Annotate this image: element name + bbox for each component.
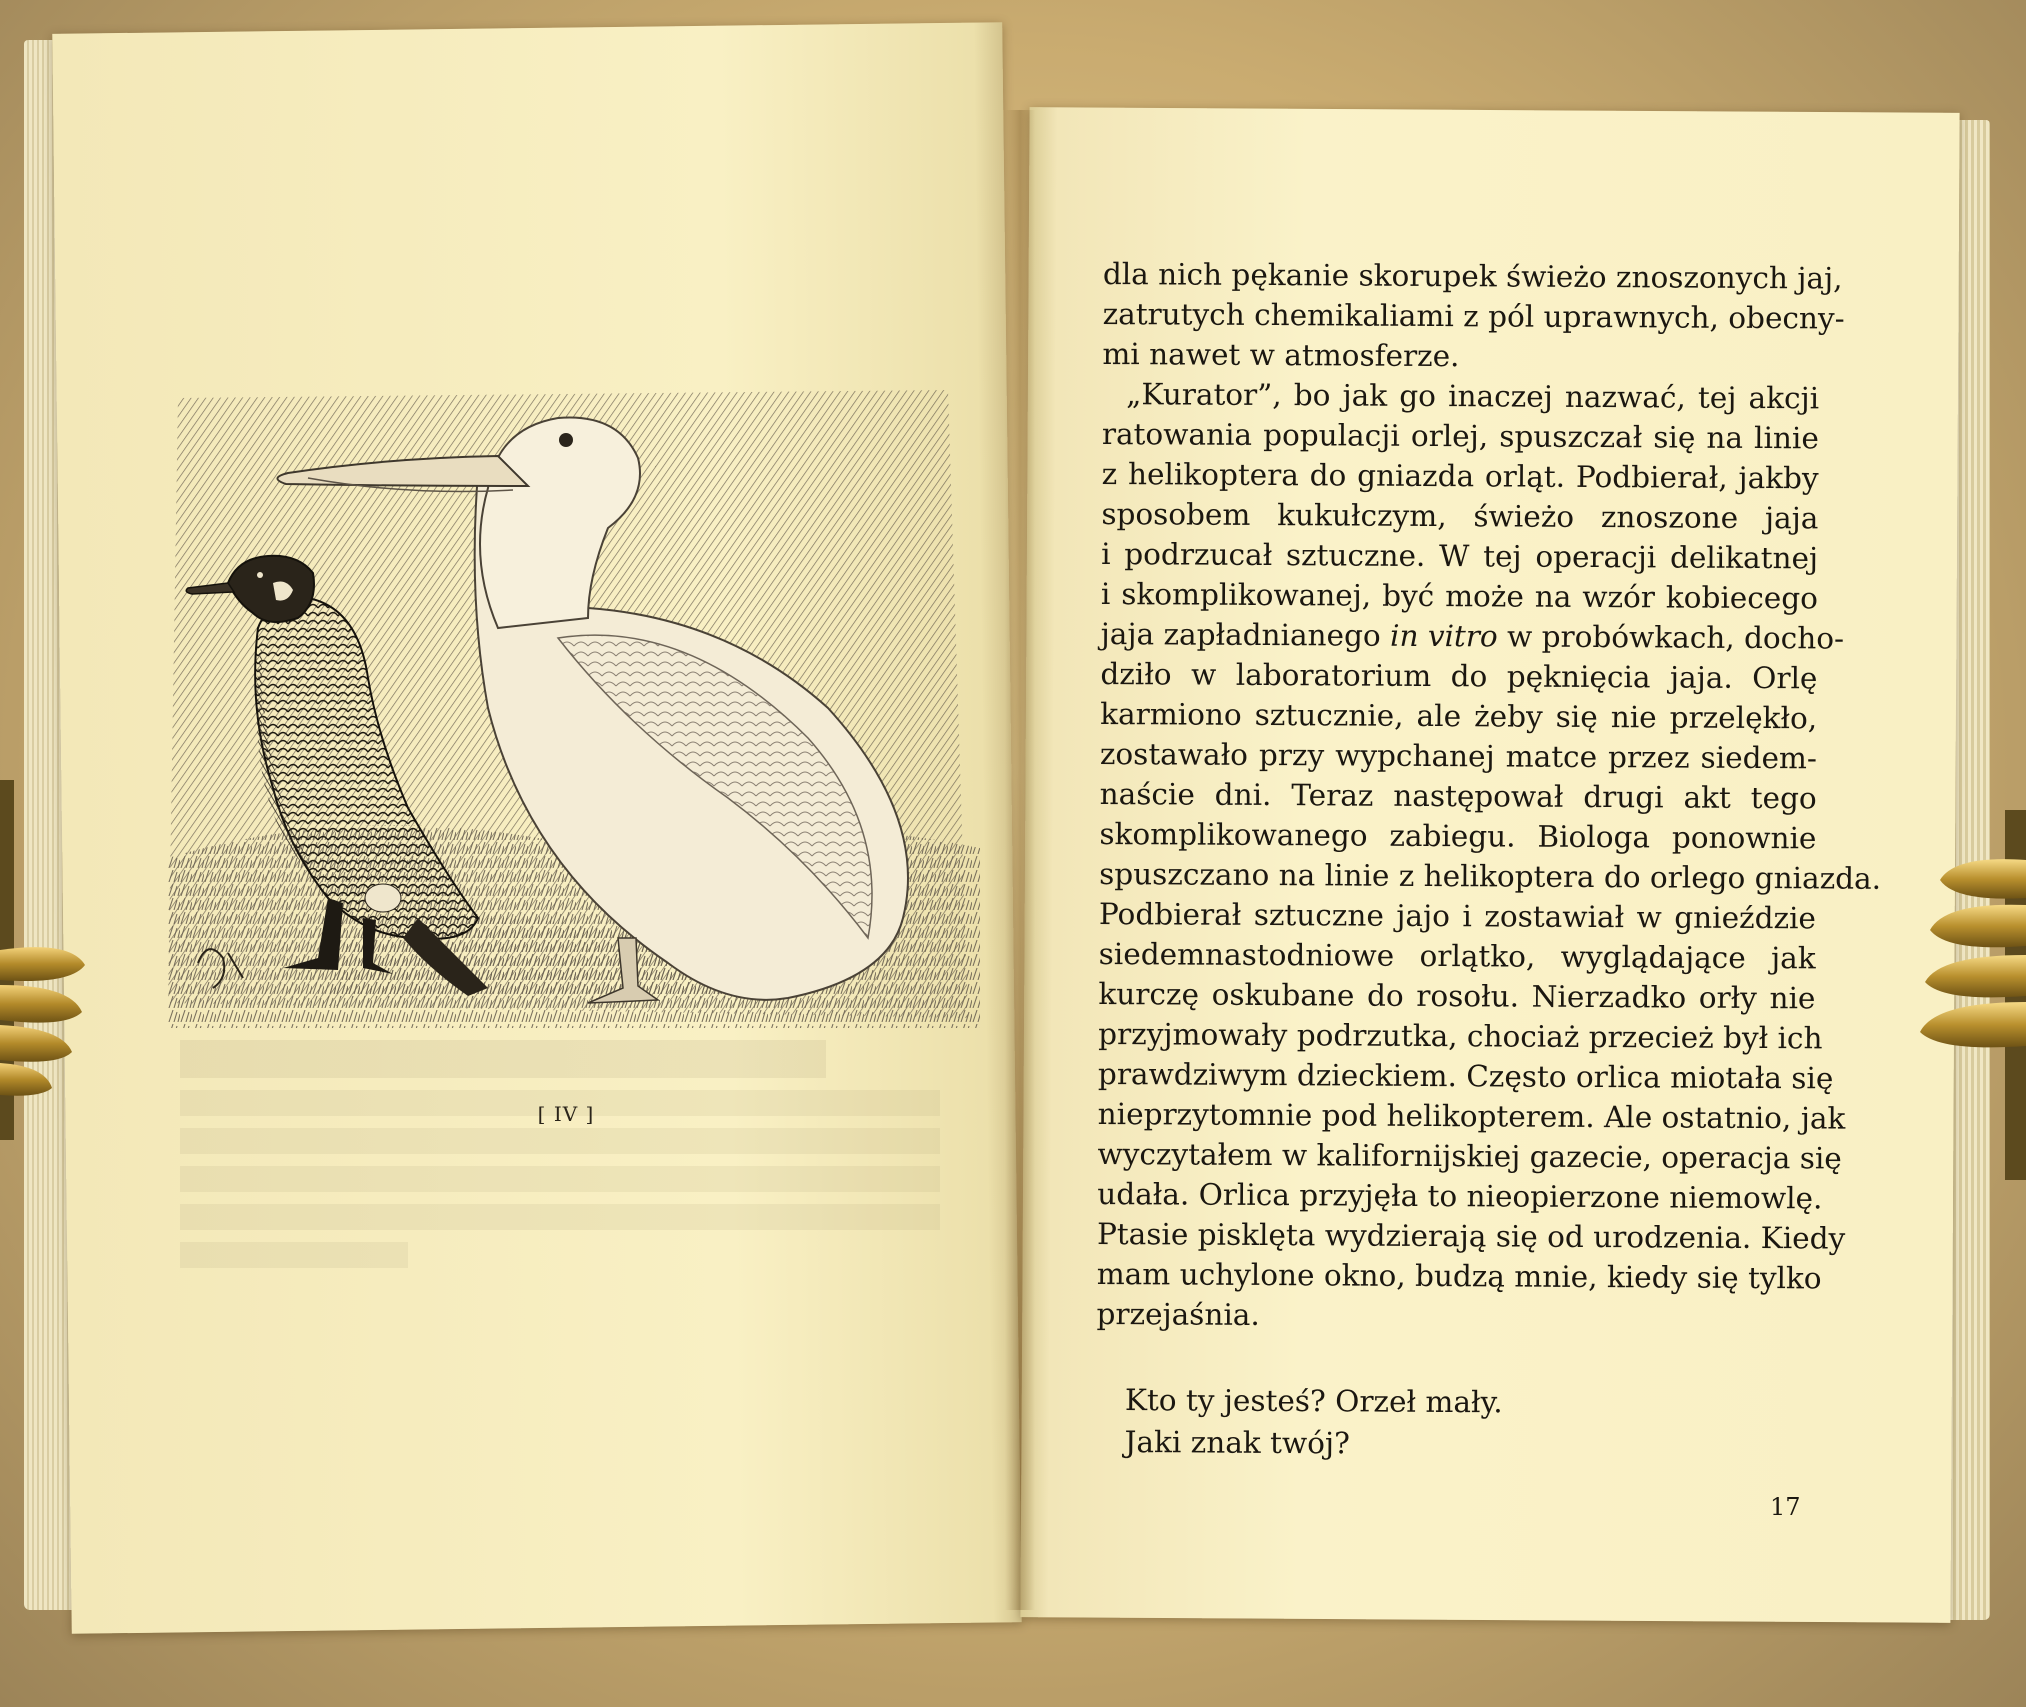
body-text-line: prawdziwym dzieckiem. Często orlica miotała się xyxy=(1097,1056,1834,1096)
plate-label: [ IV ] xyxy=(537,1102,595,1126)
body-text-line: i podrzucał sztuczne. W tej operacji delikatnej xyxy=(1101,536,1819,576)
body-text-line: udała. Orlica przyjęła to nieopierzone niemowlę. xyxy=(1097,1176,1823,1216)
body-text-line: zatrutych chemikaliami z pól uprawnych, obecny- xyxy=(1102,296,1845,336)
body-text-line: przejaśnia. xyxy=(1096,1296,1260,1332)
body-text-line: spuszczano na linie z helikoptera do orlego gniazda. xyxy=(1099,856,1882,896)
verse-line-2: Jaki znak twój? xyxy=(1124,1424,1351,1461)
page-number: 17 xyxy=(1770,1493,1801,1521)
body-text-line: zostawało przy wypchanej matce przez siedem- xyxy=(1099,736,1818,776)
right-page-body-text xyxy=(1096,254,1882,1338)
right-brass-clip xyxy=(1895,810,2026,1190)
italic-phrase: in vitro xyxy=(1389,618,1498,654)
body-text-line: z helikoptera do gniazda orląt. Podbierał, jakby xyxy=(1101,456,1819,496)
body-text-line: nieprzytomnie pod helikopterem. Ale ostatnio, jak xyxy=(1097,1096,1846,1136)
body-text-line: mi nawet w atmosferze. xyxy=(1102,336,1460,374)
pelican-eye xyxy=(559,433,573,447)
body-text-line: mam uchylone okno, budzą mnie, kiedy się tylko xyxy=(1096,1256,1822,1296)
body-text-line: dla nich pękanie skorupek świeżo znoszonych jaj, xyxy=(1102,256,1843,296)
body-text-line: sposobem kukułczym, świeżo znoszone jaja xyxy=(1101,496,1819,536)
body-text-line: ratowania populacji orlej, spuszczał się na linie xyxy=(1101,416,1819,456)
engraving-illustration xyxy=(168,378,980,1028)
verse-line-1: Kto ty jesteś? Orzeł mały. xyxy=(1124,1383,1503,1420)
body-text-line: dziło w laboratorium do pęknięcia jaja. Orlę xyxy=(1100,656,1818,696)
body-text-line: przyjmowały podrzutka, chociaż przecież był ich xyxy=(1098,1016,1823,1056)
body-text-line: naście dni. Teraz następował drugi akt tego xyxy=(1099,776,1817,816)
body-text-line: kurczę oskubane do rosołu. Nierzadko orły nie xyxy=(1098,976,1816,1016)
body-text-line: i skomplikowanej, być może na wzór kobiecego xyxy=(1100,576,1819,616)
body-text-line: wyczytałem w kalifornijskiej gazecie, operacja się xyxy=(1097,1136,1842,1176)
left-brass-clip xyxy=(0,780,95,1160)
body-text-segment: w probówkach, docho- xyxy=(1497,619,1845,656)
body-text-line: Ptasie pisklęta wydzierają się od urodzenia. Kiedy xyxy=(1096,1216,1846,1256)
book-gutter xyxy=(1005,110,1035,1610)
body-text-line xyxy=(1100,614,1845,658)
verse-quotation xyxy=(1124,1380,1502,1466)
body-text-line: siedemnastodniowe orlątko, wyglądające jak xyxy=(1098,936,1816,976)
body-text-segment: jaja zapładnianego xyxy=(1100,616,1391,653)
body-text-line: karmiono sztucznie, ale żeby się nie przelękło, xyxy=(1100,696,1818,736)
body-text-line: „Kurator”, bo jak go inaczej nazwać, tej akcji xyxy=(1126,377,1820,416)
body-text-line: Podbierał sztuczne jajo i zostawiał w gnieździe xyxy=(1098,896,1817,936)
body-text-line: skomplikowanego zabiegu. Biologa ponownie xyxy=(1099,816,1817,856)
